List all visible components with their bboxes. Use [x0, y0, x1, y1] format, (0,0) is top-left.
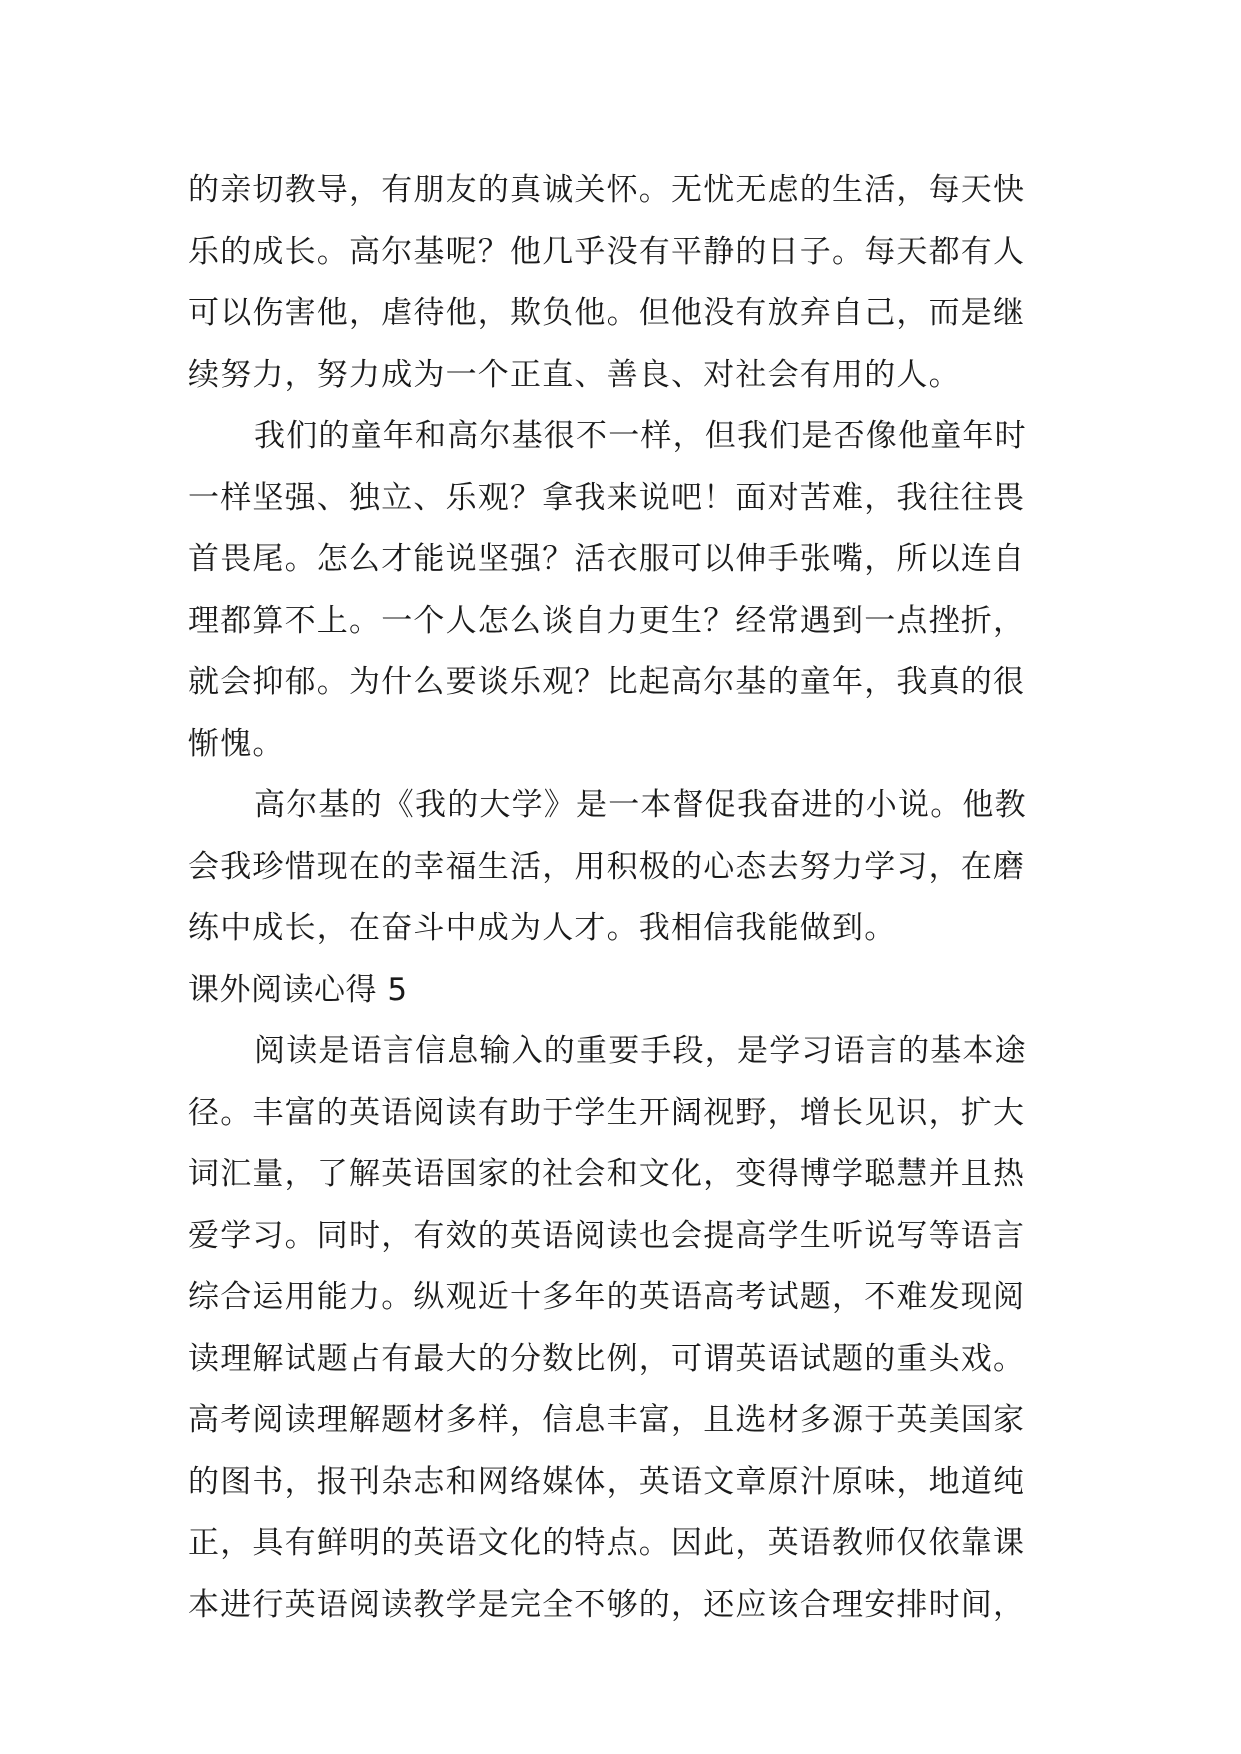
text-line: 首畏尾。怎么才能说坚强？活衣服可以伸手张嘴，所以连自	[188, 541, 1026, 577]
text-line: 的图书，报刊杂志和网络媒体，英语文章原汁原味，地道纯	[188, 1463, 1026, 1500]
text-line: 读理解试题占有最大的分数比例，可谓英语试题的重头戏。	[188, 1340, 1026, 1377]
text-line: 爱学习。同时，有效的英语阅读也会提高学生听说写等语言	[188, 1217, 1026, 1254]
text-line: 练中成长，在奋斗中成为人才。我相信我能做到。	[188, 910, 897, 946]
text-line: 续努力，努力成为一个正直、善良、对社会有用的人。	[188, 356, 961, 393]
text-line: 高考阅读理解题材多样，信息丰富，且选材多源于英美国家	[188, 1402, 1026, 1438]
text-line: 惭愧。	[188, 725, 285, 762]
text-line: 理都算不上。一个人怎么谈自力更生？经常遇到一点挫折，	[188, 602, 1026, 639]
text-line: 乐的成长。高尔基呢？他几乎没有平静的日子。每天都有人	[188, 233, 1026, 270]
text-line: 的亲切教导，有朋友的真诚关怀。无忧无虑的生活，每天快	[188, 172, 1026, 208]
text-line: 综合运用能力。纵观近十多年的英语高考试题，不难发现阅	[188, 1279, 1026, 1315]
text-line: 会我珍惜现在的幸福生活，用积极的心态去努力学习，在磨	[188, 848, 1026, 885]
text-line: 我们的童年和高尔基很不一样，但我们是否像他童年时	[254, 418, 1027, 454]
text-line: 高尔基的《我的大学》是一本督促我奋进的小说。他教	[254, 787, 1027, 823]
text-line: 径。丰富的英语阅读有助于学生开阔视野，增长见识，扩大	[188, 1094, 1026, 1131]
text-line: 正，具有鲜明的英语文化的特点。因此，英语教师仅依靠课	[188, 1525, 1026, 1561]
text-line: 可以伤害他，虐待他，欺负他。但他没有放弃自己，而是继	[188, 295, 1026, 331]
section-heading: 课外阅读心得 5	[188, 971, 408, 1008]
text-line: 一样坚强、独立、乐观？拿我来说吧！面对苦难，我往往畏	[188, 479, 1026, 516]
text-line: 本进行英语阅读教学是完全不够的，还应该合理安排时间，	[188, 1586, 1026, 1623]
text-line: 阅读是语言信息输入的重要手段，是学习语言的基本途	[254, 1033, 1027, 1069]
document-body	[188, 160, 1058, 1636]
text-line: 就会抑郁。为什么要谈乐观？比起高尔基的童年，我真的很	[188, 664, 1026, 700]
text-line: 词汇量，了解英语国家的社会和文化，变得博学聪慧并且热	[188, 1156, 1026, 1192]
